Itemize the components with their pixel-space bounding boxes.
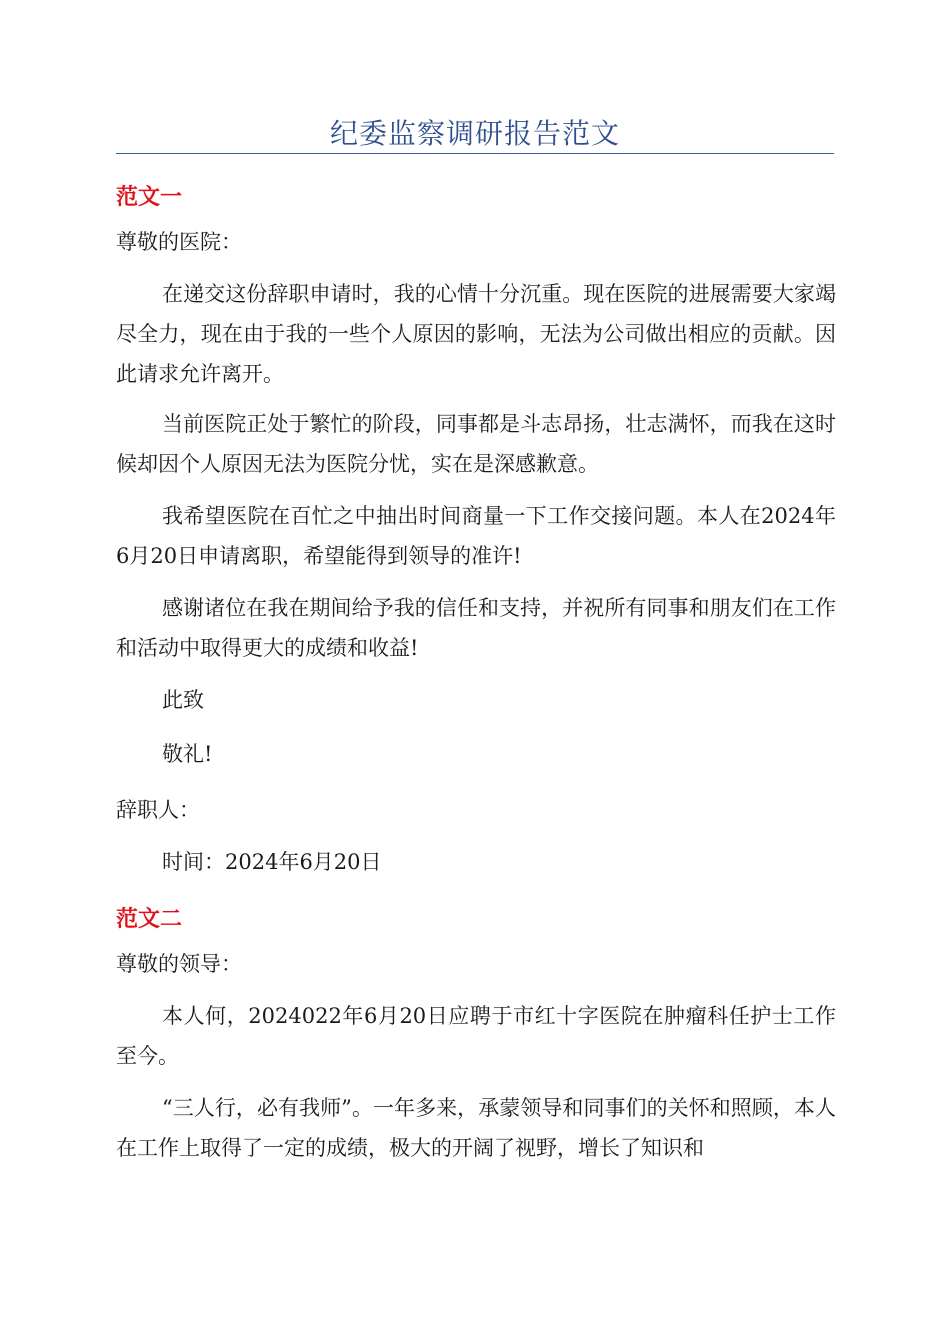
paragraph-1-3: 我希望医院在百忙之中抽出时间商量一下工作交接问题。本人在2024年6月20日申请离职，希望能得到领导的准许! xyxy=(116,504,836,568)
paragraph-2-2: “三人行，必有我师”。一年多来，承蒙领导和同事们的关怀和照顾，本人在工作上取得了一定的成绩，极大的开阔了视野，增长了知识和 xyxy=(116,1096,836,1160)
date-line: 时间：2024年6月20日 xyxy=(162,850,382,874)
paragraph-1-2: 当前医院正处于繁忙的阶段，同事都是斗志昂扬，壮志满怀，而我在这时候却因个人原因无法为医院分忧，实在是深感歉意。 xyxy=(116,412,836,476)
document-title: 纪委监察调研报告范文 xyxy=(329,117,620,150)
salutation-2: 尊敬的领导： xyxy=(116,952,242,976)
title-underline xyxy=(116,153,834,154)
paragraph-2-1: 本人何，2024022年6月20日应聘于市红十字医院在肿瘤科任护士工作至今。 xyxy=(116,1004,836,1068)
closing-line-1: 此致 xyxy=(162,688,204,712)
salutation-1: 尊敬的医院： xyxy=(116,230,242,254)
section-heading-2: 范文二 xyxy=(116,907,183,932)
section-heading-1: 范文一 xyxy=(116,185,183,210)
paragraph-1-1: 在递交这份辞职申请时，我的心情十分沉重。现在医院的进展需要大家竭尽全力，现在由于我的一些个人原因的影响，无法为公司做出相应的贡献。因此请求允许离开。 xyxy=(116,282,836,386)
signer-line: 辞职人： xyxy=(116,798,200,822)
paragraph-1-4: 感谢诸位在我在期间给予我的信任和支持，并祝所有同事和朋友们在工作和活动中取得更大的成绩和收益! xyxy=(116,596,836,660)
closing-line-2: 敬礼! xyxy=(162,742,213,766)
